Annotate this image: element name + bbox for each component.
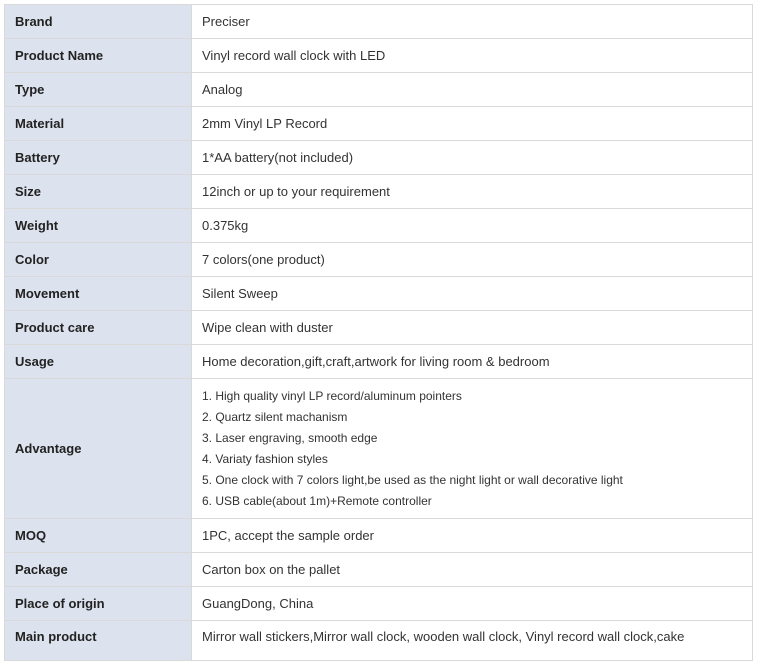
spec-value: 12inch or up to your requirement — [192, 175, 753, 209]
advantage-item: 2. Quartz silent machanism — [202, 409, 348, 424]
advantage-item: 4. Variaty fashion styles — [202, 451, 328, 466]
spec-row-movement — [5, 277, 753, 311]
advantage-item: 6. USB cable(about 1m)+Remote controller — [202, 493, 432, 508]
spec-row-type — [5, 73, 753, 107]
spec-row-weight — [5, 209, 753, 243]
spec-label: Place of origin — [5, 587, 192, 621]
spec-label: Product Name — [5, 39, 192, 73]
spec-label: Usage — [5, 345, 192, 379]
product-spec-table — [4, 4, 753, 661]
spec-row-place-of-origin — [5, 587, 753, 621]
spec-label: Size — [5, 175, 192, 209]
spec-label: Movement — [5, 277, 192, 311]
spec-value: 7 colors(one product) — [192, 243, 753, 277]
spec-value: Mirror wall stickers,Mirror wall clock, wooden wall clock, Vinyl record wall clock,cake — [192, 621, 753, 661]
spec-value — [192, 379, 753, 519]
spec-label: Battery — [5, 141, 192, 175]
spec-value: Preciser — [192, 5, 753, 39]
spec-value: 0.375kg — [192, 209, 753, 243]
spec-label: Product care — [5, 311, 192, 345]
spec-row-advantage — [5, 379, 753, 519]
spec-row-product-name — [5, 39, 753, 73]
spec-value: GuangDong, China — [192, 587, 753, 621]
spec-value: 1PC, accept the sample order — [192, 519, 753, 553]
spec-value: 2mm Vinyl LP Record — [192, 107, 753, 141]
spec-row-brand — [5, 5, 753, 39]
spec-label: Color — [5, 243, 192, 277]
spec-value: Wipe clean with duster — [192, 311, 753, 345]
spec-label: Package — [5, 553, 192, 587]
spec-value: Carton box on the pallet — [192, 553, 753, 587]
advantage-item: 3. Laser engraving, smooth edge — [202, 430, 378, 445]
spec-row-moq — [5, 519, 753, 553]
spec-label: Material — [5, 107, 192, 141]
spec-label: Brand — [5, 5, 192, 39]
spec-value: Silent Sweep — [192, 277, 753, 311]
spec-label: Weight — [5, 209, 192, 243]
spec-row-usage — [5, 345, 753, 379]
spec-row-product-care — [5, 311, 753, 345]
spec-label: Type — [5, 73, 192, 107]
spec-label: MOQ — [5, 519, 192, 553]
spec-value: Vinyl record wall clock with LED — [192, 39, 753, 73]
spec-row-package — [5, 553, 753, 587]
spec-value: Analog — [192, 73, 753, 107]
spec-value: Home decoration,gift,craft,artwork for living room & bedroom — [192, 345, 753, 379]
spec-row-main-product — [5, 621, 753, 661]
advantage-list — [202, 386, 742, 512]
spec-row-color — [5, 243, 753, 277]
spec-label: Main product — [5, 621, 192, 661]
advantage-item: 5. One clock with 7 colors light,be used as the night light or wall decorative light — [202, 472, 623, 487]
spec-row-battery — [5, 141, 753, 175]
advantage-item: 1. High quality vinyl LP record/aluminum pointers — [202, 388, 462, 403]
spec-row-size — [5, 175, 753, 209]
spec-row-material — [5, 107, 753, 141]
spec-value: 1*AA battery(not included) — [192, 141, 753, 175]
spec-label: Advantage — [5, 379, 192, 519]
